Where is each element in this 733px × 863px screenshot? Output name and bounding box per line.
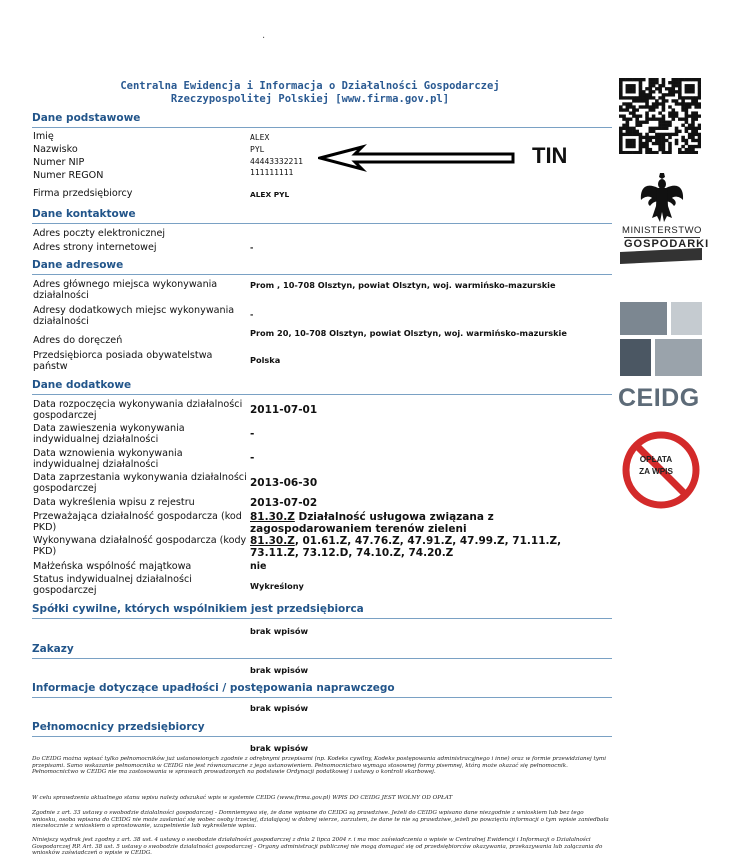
section-contact-heading: Dane kontaktowe bbox=[32, 207, 612, 224]
section-bans-heading: Zakazy bbox=[32, 642, 612, 659]
section-extra-heading: Dane dodatkowe bbox=[32, 378, 612, 395]
value-suspend-date: - bbox=[250, 428, 255, 440]
value-proxies: brak wpisów bbox=[250, 743, 309, 753]
value-last-name: PYL bbox=[250, 145, 265, 154]
tin-arrow bbox=[318, 144, 518, 174]
label-nip: Numer NIP bbox=[33, 157, 85, 168]
label-last-name: Nazwisko bbox=[33, 144, 78, 155]
main-pkd-code: 81.30.Z bbox=[250, 511, 295, 523]
label-citizenship: Przedsiębiorca posiada obywatelstwa państw bbox=[33, 350, 213, 372]
value-pkd-codes bbox=[250, 535, 565, 559]
label-start-date: Data rozpoczęcia wykonywania działalności gospodarczej bbox=[33, 399, 243, 421]
value-main-address: Prom , 10-708 Olsztyn, powiat Olsztyn, woj. warmińsko-mazurskie bbox=[250, 280, 556, 290]
label-delivery-address: Adres do doręczeń bbox=[33, 335, 123, 346]
section-partnerships-heading: Spółki cywilne, których wspólnikiem jest przedsiębiorca bbox=[32, 602, 612, 619]
label-pkd-codes: Wykonywana działalność gospodarcza (kody PKD) bbox=[33, 535, 247, 557]
value-regon: 111111111 bbox=[250, 168, 294, 177]
value-delivery-address: Prom 20, 10-708 Olsztyn, powiat Olsztyn, woj. warmińsko-mazurskie bbox=[250, 328, 567, 338]
label-company: Firma przedsiębiorcy bbox=[33, 188, 133, 199]
section-basic-heading: Dane podstawowe bbox=[32, 111, 612, 128]
ceidg-logo-text: CEIDG bbox=[618, 384, 700, 412]
title-line-1: Centralna Ewidencja i Informacja o Działalności Gospodarczej bbox=[120, 80, 500, 92]
title-line-2: Rzeczypospolitej Polskiej [www.firma.gov.pl] bbox=[170, 93, 450, 105]
label-status: Status indywidualnej działalności gospodarczej bbox=[33, 574, 192, 596]
label-extra-addresses: Adresy dodatkowych miejsc wykonywania działalności bbox=[33, 305, 235, 327]
tin-annotation-label: TIN bbox=[532, 143, 568, 168]
qr-code-icon bbox=[619, 78, 701, 154]
value-bankruptcy: brak wpisów bbox=[250, 703, 309, 713]
value-first-name: ALEX bbox=[250, 133, 270, 142]
pkd-other-codes: , 01.61.Z, 47.76.Z, 47.91.Z, 47.99.Z, 71.11.Z, 73.11.Z, 73.12.D, 74.10.Z, 74.20.Z bbox=[250, 535, 562, 559]
value-website: - bbox=[250, 242, 254, 252]
ministry-line-2: GOSPODARKI bbox=[624, 238, 710, 250]
no-fee-line-2: ZA WPIS bbox=[639, 467, 673, 476]
value-status: Wykreślony bbox=[250, 581, 304, 591]
ceidg-logo-icon bbox=[620, 302, 702, 376]
value-resume-date: - bbox=[250, 452, 255, 464]
main-pkd-description: Działalność usługowa związana z zagospodarowaniem terenów zieleni bbox=[250, 511, 494, 535]
pkd-first-code: 81.30.Z bbox=[250, 535, 295, 547]
label-end-date: Data zaprzestania wykonywania działalności gospodarczej bbox=[33, 472, 247, 494]
label-first-name: Imię bbox=[33, 131, 54, 142]
label-suspend-date: Data zawieszenia wykonywania indywidualnej działalności bbox=[33, 423, 185, 445]
footnote-art-38: Niniejszy wydruk jest zgodny z art. 38 ust. 4 ustawy o swobodzie działalności gospodarczej z dnia 2 lipca 2004 r. i ma moc zaświadczenia o wpisie w Centralnej Ewidencji i Informacji o Działalności Gospodarczej RP. Art. 38 ust. 5 ustawy o swobodzie działalności gospodarczej - Organy administracji publicznej nie mogą domagać się od przedsiębiorców okazywania, przekazywania lub załączania do wniosków zaświadczeń o wpisie w CEIDG. bbox=[32, 837, 603, 857]
section-proxies-heading: Pełnomocnicy przedsiębiorcy bbox=[32, 720, 612, 737]
ministry-line-1: MINISTERSTWO bbox=[622, 225, 702, 236]
label-deleted-date: Data wykreślenia wpisu z rejestru bbox=[33, 497, 195, 508]
ministry-underline-icon bbox=[620, 248, 702, 264]
label-main-pkd: Przeważająca działalność gospodarcza (kod PKD) bbox=[33, 511, 242, 533]
value-deleted-date: 2013-07-02 bbox=[250, 497, 318, 509]
label-main-address: Adres głównego miejsca wykonywania działalności bbox=[33, 279, 218, 301]
footnote-check-status: W celu sprawdzenia aktualnego stanu wpisu należy odszukać wpis w systemie CEIDG (www.firma.gov.pl) WPIS DO CEIDG JEST WOLNY OD OPŁAT bbox=[32, 795, 453, 801]
section-bankruptcy-heading: Informacje dotyczące upadłości / postępowania naprawczego bbox=[32, 681, 612, 698]
ministry-name bbox=[620, 225, 710, 250]
label-email: Adres poczty elektronicznej bbox=[33, 228, 166, 239]
stray-dot: . bbox=[262, 30, 266, 41]
label-regon: Numer REGON bbox=[33, 170, 104, 181]
label-resume-date: Data wznowienia wykonywania indywidualnej działalności bbox=[33, 448, 183, 470]
value-company: ALEX PYL bbox=[250, 190, 290, 199]
label-marital: Małżeńska wspólność majątkowa bbox=[33, 561, 192, 572]
value-partnerships: brak wpisów bbox=[250, 626, 309, 636]
value-bans: brak wpisów bbox=[250, 665, 309, 675]
footnote-art-33: Zgodnie z art. 33 ustawy o swobodzie działalności gospodarczej - Domniemywa się, że dane wpisane do CEIDG są prawdziwe. Jeżeli do CEIDG wpisano dane niezgodnie z wnioskiem lub bez tego wniosku, osoba wpisana do CEIDG nie może zasłaniać się wobec osoby trzeciej, działającej w dobrej wierze, zarzutem, że dane te nie są prawdziwe, jeżeli po powzięciu informacji o tym wpisie zaniedbała niezwłocznie z wnioskiem o sprostowanie, uzupełnienie lub wykreślenie wpisu. bbox=[32, 810, 609, 830]
value-marital: nie bbox=[250, 561, 267, 572]
value-nip: 44443332211 bbox=[250, 157, 303, 166]
section-address-heading: Dane adresowe bbox=[32, 258, 612, 275]
label-website: Adres strony internetowej bbox=[33, 242, 157, 253]
footnote-proxies: Do CEIDG można wpisać tylko pełnomocników już ustanowionych zgodnie z odrębnymi przepisami (np. Kodeks cywilny, Kodeks postępowania administracyjnego i inne) oraz w formie przewidzianej tymi przepisami. Samo wskazanie pełnomocnika w CEIDG nie jest równoznaczne z jego ustanowieniem. Pełnomocnictwo wymaga stosownej formy pisemnej, którą może okazać się pełnomocnik. Pełnomocnictwo w CEIDG nie ma zastosowania w sprawach prowadzonych na podstawie Ordynacji podatkowej i ustawy o kontroli skarbowej. bbox=[32, 756, 606, 776]
value-end-date: 2013-06-30 bbox=[250, 477, 318, 489]
value-extra-addresses: - bbox=[250, 309, 254, 319]
eagle-emblem-icon bbox=[638, 170, 686, 226]
no-fee-line-1: OPŁATA bbox=[639, 455, 673, 464]
document-title bbox=[30, 80, 590, 106]
value-citizenship: Polska bbox=[250, 355, 281, 365]
value-start-date: 2011-07-01 bbox=[250, 404, 318, 416]
value-main-pkd bbox=[250, 511, 540, 535]
no-fee-badge-text bbox=[626, 454, 686, 478]
